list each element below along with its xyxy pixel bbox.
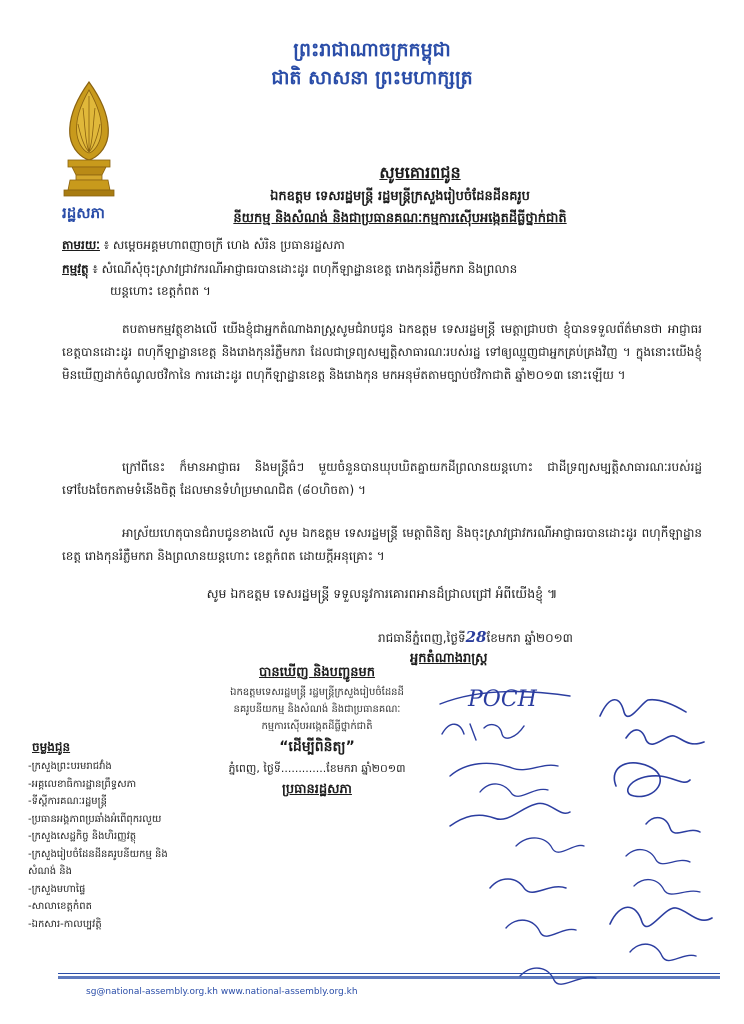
subject-line-1: ៖ សំណើសុំចុះស្រាវជ្រាវករណីអាជ្ញាធរបានដោះដូរ ពហុកីឡាដ្ឋានខេត្ត រោងកុនរំភ្លឺមករា និងព្រលាន	[92, 262, 518, 276]
national-assembly-emblem-icon	[56, 80, 122, 200]
from-label: តាមរយៈ	[62, 238, 100, 252]
signature-poch: POCH	[468, 687, 537, 712]
subject-label: កម្មវត្ថុ	[62, 262, 89, 276]
date-day: 28	[465, 628, 487, 646]
date-prefix: រាជធានីភ្នំពេញ,ថ្ងៃទី	[378, 631, 466, 645]
addressee-line-2: នីយកម្ម និងសំណង់ និងជាប្រធានគណៈកម្មការស៊ើបអង្កេតដីធ្លីថ្នាក់ជាតិ	[233, 211, 567, 226]
cc-item: -ប្រធានអង្គភាពប្រឆាំងអំពើពុករលួយ	[28, 813, 162, 825]
seen-line-1: ឯកឧត្តមទេសរដ្ឋមន្ត្រី រដ្ឋមន្ត្រីក្រសួងរៀបចំដែនដី	[230, 687, 404, 698]
cc-item: -ទីស្តីការគណៈរដ្ឋមន្ត្រី	[28, 796, 107, 807]
body-paragraph-1: តបតាមកម្មវត្ថុខាងលើ យើងខ្ញុំជាអ្នកតំណាងរាស្ត្រសូមជំរាបជូន ឯកឧត្តម ទេសរដ្ឋមន្ត្រី មេត្តាជ្រាបថា ខ្ញុំបានទទួលព័ត៌មានថា អាជ្ញាធរខេត្តបានដោះដូរ ពហុកីឡាដ្ឋានខេត្ត និងរោងកុនរំភ្លឺមករា ដែលជាទ្រព្យសម្បត្តិសាធារណៈរបស់រដ្ឋ ទៅឲ្យឈ្មួញជាអ្នកគ្រប់គ្រងវិញ ។ ក្នុងនោះយើងខ្ញុំមិនឃើញដាក់ចំណូលថវិកានៃ ការដោះដូរ ពហុកីឡាដ្ឋានខេត្ត និងរោងកុន មកអនុម័តតាមច្បាប់ថវិកាជាតិ ឆ្នាំ២០១៣ នោះឡើយ ។	[62, 322, 702, 382]
cc-item: -ក្រសួងព្រះបរមរាជវាំង	[28, 761, 112, 772]
cc-title: ចម្លងជូន	[32, 740, 71, 754]
cc-list	[28, 758, 198, 933]
cc-item: -ក្រសួងមហាផ្ទៃ	[28, 883, 86, 895]
national-motto: ជាតិ សាសនា ព្រះមហាក្សត្រ	[271, 67, 473, 89]
kingdom-title: ព្រះរាជាណាចក្រកម្ពុជា	[293, 39, 451, 61]
representatives-title: អ្នកតំណាងរាស្ត្រ	[410, 651, 488, 666]
seen-line-3: កម្មការស៊ើបអង្កេតដីធ្លីថ្នាក់ជាតិ	[261, 721, 373, 732]
institution-name: រដ្ឋសភា	[62, 204, 105, 222]
footer-line-2: sg@national-assembly.org.kh www.national-assembly.org.kh	[86, 987, 358, 997]
cc-item: -ឯកសារ-កាលប្បវត្តិ	[28, 918, 102, 930]
seen-line-2: នគរូបនីយកម្ម និងសំណង់ និងជាប្រធានគណៈ	[233, 704, 401, 715]
subject-block	[62, 258, 702, 302]
from-value: ៖ សម្តេចអគ្គមហាពញាចក្រី ហេង សំរិន ប្រធានរដ្ឋសភា	[103, 238, 345, 252]
cc-item: សំណង់ និង	[28, 866, 72, 877]
seen-title: បានឃើញ និងបញ្ជូនមក	[259, 665, 375, 680]
body-paragraph-2: ក្រៅពីនេះ ក៏មានអាជ្ញាធរ និងមន្ត្រីធំៗ មួយចំនួនបានឃុបឃិតគ្នាយកដីព្រលានយន្តហោះ ជាដីទ្រព្យសម្បត្តិសាធារណៈរបស់រដ្ឋ ទៅបែងចែកតាមទំនើងចិត្ត ដែលមានទំហំប្រមាណជិត (៨០ហិចតា) ។	[62, 460, 702, 497]
assembly-president-title: ប្រធានរដ្ឋសភា	[282, 782, 352, 797]
cc-item: -សាលាខេត្តកំពត	[28, 901, 92, 912]
salutation: សូមគោរពជូន	[379, 163, 461, 182]
seen-and-forwarded-block	[222, 662, 412, 801]
date-suffix: ខែមករា ឆ្នាំ២០១៣	[486, 631, 573, 645]
seen-quote: “ដើម្បីពិនិត្យ”	[279, 739, 355, 755]
addressee-block	[120, 160, 680, 230]
closing-line: សូម ឯកឧត្តម ទេសរដ្ឋមន្ត្រី ទទួលនូវការគោរពអានដ៏ជ្រាលជ្រៅ អំពីយើងខ្ញុំ ៕	[206, 586, 558, 601]
addressee-line-1: ឯកឧត្តម ទេសរដ្ឋមន្ត្រី រដ្ឋមន្ត្រីក្រសួងរៀបចំដែនដីនគរូប	[270, 189, 530, 204]
footer-contact	[86, 985, 706, 1000]
cc-item: -ក្រសួងរៀបចំដែនដីនគរូបនីយកម្ម និង	[28, 848, 168, 860]
cc-item: -អគ្គលេខាធិការដ្ឋានព្រឹទ្ធសភា	[28, 778, 137, 790]
cc-item: -ក្រសួងសេដ្ឋកិច្ច និងហិរញ្ញវត្ថុ	[28, 831, 137, 842]
seen-date-line: ភ្នំពេញ, ថ្ងៃទី.............ខែមករា ឆ្នាំ២០១៣	[228, 762, 406, 775]
date-line	[378, 628, 573, 648]
subject-line-2: យន្តហោះ ខេត្តកំពត ។	[110, 284, 211, 298]
footer-rule	[58, 973, 720, 974]
body-paragraph-3: អាស្រ័យហេតុបានជំរាបជូនខាងលើ សូម ឯកឧត្តម ទេសរដ្ឋមន្ត្រី មេត្តាពិនិត្យ និងចុះស្រាវជ្រាវករណីអាជ្ញាធរបានដោះដូរ ពហុកីឡាដ្ឋានខេត្ត រោងកុនរំភ្លឺមករា និងព្រលានយន្តហោះ ខេត្តកំពត ដោយក្តីអនុគ្រោះ ។	[62, 526, 702, 563]
from-line	[62, 234, 702, 256]
representative-signatures	[420, 676, 720, 1012]
carbon-copy-block	[28, 736, 198, 933]
footer-bar	[58, 976, 720, 979]
